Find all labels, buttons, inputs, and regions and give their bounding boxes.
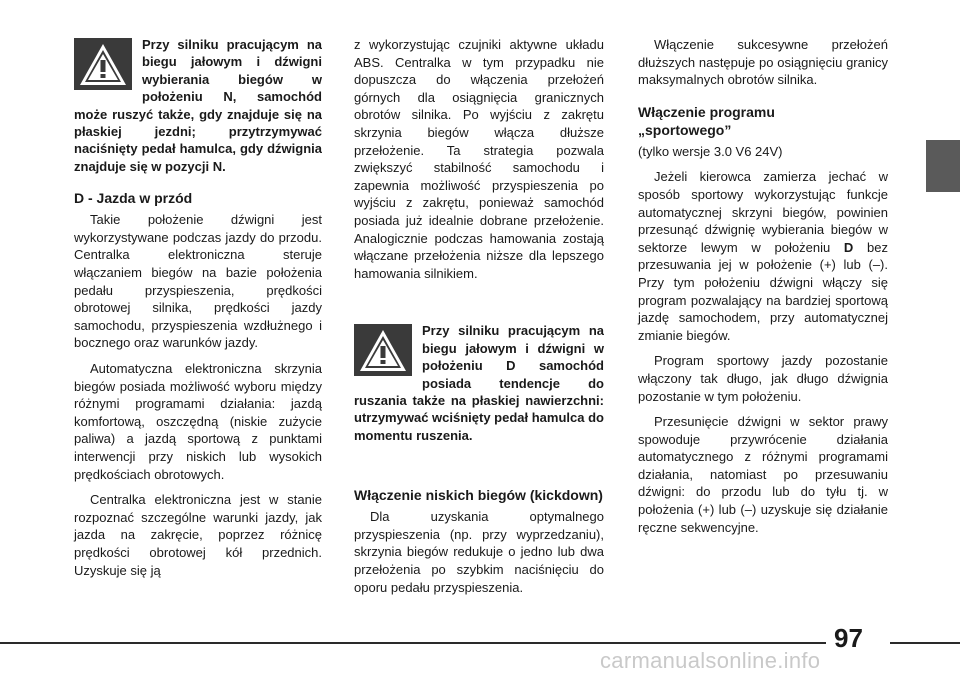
section-heading-sport: Włączenie programu „sportowego” [638, 103, 775, 138]
page-number: 97 [834, 623, 863, 653]
section-heading-kickdown: Włączenie niskich biegów (kickdown) [354, 487, 603, 504]
version-note: (tylko wersje 3.0 V6 24V) [638, 143, 783, 159]
column-3 [638, 36, 888, 544]
warning-block-drive [354, 322, 604, 444]
footer-rule [890, 642, 960, 644]
text-run: Jeżeli kierowca zamierza jechać w sposób sportowy wykorzystując funkcje automatycznej skrzyni biegów, powinien przesunąć dźwignię wybierania biegów w sektorze lewym w położeniu [638, 169, 888, 255]
paragraph: Automatyczna elektroniczna skrzynia biegów posiada możliwość wyboru między różnymi programami działania: jazdą komfortową, oszczędną (niskie zużycie paliwa) a jazdą sportową z punktami interwencji przy niskich lub wysokich prędkościach obrotowych. [74, 361, 322, 482]
column-1 [74, 36, 322, 587]
paragraph: Program sportowy jazdy pozostanie włączony tak długo, jak długo dźwignia pozostanie w tym położeniu. [638, 353, 888, 404]
paragraph [638, 168, 888, 344]
gear-position-d: D [843, 239, 854, 255]
column-2 [354, 36, 604, 604]
text-run: bez przesuwania jej w położenie (+) lub (–). Przy tym położeniu dźwigni włączy się program pozwalający na bardziej sportową jazdę samochodem, przy automatycznej zmianie biegów. [638, 239, 888, 343]
warning-triangle-icon [74, 38, 132, 90]
paragraph: Włączenie sukcesywne przełożeń dłuższych następuje po osiągnięciu granicy maksymalnych obrotów silnika. [638, 37, 888, 88]
paragraph: Centralka elektroniczna jest w stanie rozpoznać szczególne warunki jazdy, jak jazda na zakręcie, poprzez różnicę prędkości obrotowej kół przednich. Uzyskuje się ją [74, 492, 322, 578]
warning-text: Przy silniku pracującym na biegu jałowym i dźwigni w położeniu D samochód posiada tendencje do ruszania także na płaskiej nawierzchni: utrzymywać wciśnięty pedał hamulca do momentu ruszenia. [354, 323, 604, 443]
warning-block-neutral [74, 36, 322, 175]
warning-triangle-icon [354, 324, 412, 376]
paragraph: Przesunięcie dźwigni w sektor prawy spowoduje przywrócenie działania automatycznego z różnymi programami działania, natomiast po przesuwaniu dźwigni: do przodu lub do tyłu tj. w położenia (+) lub (–) uzyskuje się działanie ręczne sekwencyjne. [638, 414, 888, 535]
paragraph: z wykorzystując czujniki aktywne układu ABS. Centralka w tym przypadku nie dopuszcza do włączenia przełożeń górnych dla osiągnięcia granicznych obrotów silnika. Po wyjściu z zakrętu skrzynia biegów włącza dłuższe przełożenie. Ta strategia pozwala zwiększyć stabilność samochodu i zapewnia możliwość przyspieszenia po wyjściu z zakrętu, ponieważ samochód posiada już idealnie dobrane przełożenie. Analogicznie podczas hamowania zostają włączane przełożenia niższe dla lepszego hamowania silnikiem. [354, 37, 604, 281]
watermark: carmanualsonline.info [600, 648, 821, 673]
paragraph: Takie położenie dźwigni jest wykorzystywane podczas jazdy do przodu. Centralka elektroniczna steruje włączaniem biegów na bazie położenia pedału przyspieszenia, prędkości obrotowej silnika, prędkości jazdy samochodu, przyspieszenia wzdłużnego i bocznego oraz warunków jazdy. [74, 212, 322, 351]
footer-rule [0, 642, 826, 644]
paragraph: Dla uzyskania optymalnego przyspieszenia (np. przy wyprzedzaniu), skrzynia biegów redukuje o jedno lub dwa przełożenia po szybkim naciśnięciu do oporu pedału przyspieszenia. [354, 509, 604, 595]
chapter-tab [926, 140, 960, 192]
section-heading-drive: D - Jazda w przód [74, 190, 193, 207]
warning-text: Przy silniku pracującym na biegu jałowym i dźwigni wybierania biegów w położeniu N, samochód może ruszyć także, gdy znajduje się na płaskiej jezdni; przytrzymywać naciśnięty pedał hamulca, gdy dźwignia znajduje się w pozycji N. [74, 37, 322, 174]
